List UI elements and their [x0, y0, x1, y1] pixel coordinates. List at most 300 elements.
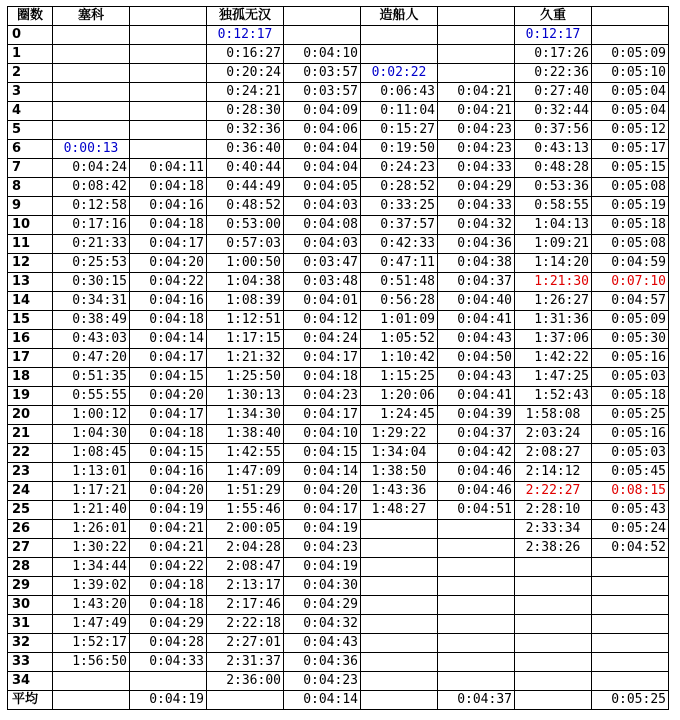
lap-split-cell: 0:05:04	[592, 102, 669, 121]
lap-split-cell: 0:04:46	[438, 482, 515, 501]
lap-split-cell	[438, 615, 515, 634]
lap-number: 8	[8, 178, 53, 197]
cumulative-time-cell: 0:53:36	[515, 178, 592, 197]
table-row	[8, 83, 669, 102]
lap-split-cell: 0:05:03	[592, 368, 669, 387]
cumulative-time-cell	[361, 558, 438, 577]
lap-split-cell: 0:04:23	[438, 140, 515, 159]
lap-split-cell: 0:04:16	[130, 292, 207, 311]
cumulative-time-cell	[53, 102, 130, 121]
lap-number: 4	[8, 102, 53, 121]
lap-split-cell: 0:04:19	[284, 558, 361, 577]
lap-split-cell: 0:04:42	[438, 444, 515, 463]
lap-split-cell	[438, 539, 515, 558]
cumulative-time-cell	[361, 653, 438, 672]
cumulative-time-cell: 1:31:36	[515, 311, 592, 330]
cumulative-time-cell	[515, 558, 592, 577]
cumulative-time-cell: 0:32:44	[515, 102, 592, 121]
cumulative-time-cell	[361, 596, 438, 615]
lap-split-cell: 0:04:41	[438, 387, 515, 406]
lap-split-cell: 0:04:01	[284, 292, 361, 311]
lap-number: 11	[8, 235, 53, 254]
table-row	[8, 216, 669, 235]
cumulative-time-cell: 1:34:30	[207, 406, 284, 425]
lap-split-cell: 0:04:17	[284, 349, 361, 368]
table-row	[8, 235, 669, 254]
lap-split-cell: 0:03:57	[284, 83, 361, 102]
lap-number: 21	[8, 425, 53, 444]
table-row	[8, 121, 669, 140]
lap-split-cell: 0:04:57	[592, 292, 669, 311]
cumulative-time-cell: 0:28:52	[361, 178, 438, 197]
lap-split-cell: 0:04:15	[284, 444, 361, 463]
cumulative-time-cell: 1:52:17	[53, 634, 130, 653]
lap-number: 30	[8, 596, 53, 615]
cumulative-time-cell	[515, 577, 592, 596]
cumulative-time-cell: 2:13:17	[207, 577, 284, 596]
lap-split-cell: 0:04:29	[284, 596, 361, 615]
lap-split-cell: 0:04:14	[130, 330, 207, 349]
lap-split-cell: 0:04:14	[284, 691, 361, 710]
cumulative-time-cell	[53, 83, 130, 102]
lap-split-cell: 0:04:23	[284, 672, 361, 691]
table-row	[8, 330, 669, 349]
header-row	[8, 7, 669, 26]
lap-number: 9	[8, 197, 53, 216]
cumulative-time-cell: 0:12:17	[515, 26, 592, 45]
cumulative-time-cell: 0:43:03	[53, 330, 130, 349]
header-jiuzhong-split	[592, 7, 669, 26]
cumulative-time-cell: 1:43:36	[361, 482, 438, 501]
lap-split-cell: 0:04:32	[284, 615, 361, 634]
lap-split-cell: 0:05:25	[592, 691, 669, 710]
lap-split-cell: 0:05:04	[592, 83, 669, 102]
lap-split-cell	[130, 26, 207, 45]
lap-split-cell: 0:04:04	[284, 159, 361, 178]
cumulative-time-cell	[515, 634, 592, 653]
cumulative-time-cell	[53, 672, 130, 691]
lap-split-cell: 0:04:10	[284, 425, 361, 444]
lap-split-cell: 0:04:52	[592, 539, 669, 558]
lap-number: 17	[8, 349, 53, 368]
lap-split-cell: 0:04:03	[284, 235, 361, 254]
lap-split-cell: 0:05:18	[592, 216, 669, 235]
lap-number: 12	[8, 254, 53, 273]
lap-split-cell	[592, 634, 669, 653]
lap-split-cell: 0:05:16	[592, 425, 669, 444]
cumulative-time-cell: 1:47:49	[53, 615, 130, 634]
lap-number: 1	[8, 45, 53, 64]
lap-split-cell: 0:04:46	[438, 463, 515, 482]
cumulative-time-cell: 1:43:20	[53, 596, 130, 615]
lap-split-cell: 0:05:43	[592, 501, 669, 520]
lap-split-cell: 0:04:37	[438, 425, 515, 444]
lap-split-cell: 0:05:17	[592, 140, 669, 159]
cumulative-time-cell: 2:31:37	[207, 653, 284, 672]
lap-split-cell: 0:04:30	[284, 577, 361, 596]
cumulative-time-cell: 0:04:24	[53, 159, 130, 178]
lap-split-cell: 0:04:11	[130, 159, 207, 178]
lap-split-cell: 0:04:16	[130, 197, 207, 216]
table-row	[8, 102, 669, 121]
lap-split-cell: 0:03:57	[284, 64, 361, 83]
lap-split-cell: 0:04:21	[438, 102, 515, 121]
table-row	[8, 368, 669, 387]
table-row	[8, 577, 669, 596]
header-zaochuanren: 造船人	[361, 7, 438, 26]
lap-split-cell	[130, 121, 207, 140]
cumulative-time-cell	[515, 615, 592, 634]
cumulative-time-cell: 0:42:33	[361, 235, 438, 254]
lap-number: 6	[8, 140, 53, 159]
lap-split-cell: 0:04:20	[130, 254, 207, 273]
lap-split-cell: 0:04:03	[284, 197, 361, 216]
lap-split-cell: 0:04:18	[130, 178, 207, 197]
cumulative-time-cell: 0:37:56	[515, 121, 592, 140]
lap-split-cell	[592, 596, 669, 615]
cumulative-time-cell: 1:30:22	[53, 539, 130, 558]
cumulative-time-cell: 1:24:45	[361, 406, 438, 425]
cumulative-time-cell: 0:22:36	[515, 64, 592, 83]
cumulative-time-cell: 1:38:50	[361, 463, 438, 482]
cumulative-time-cell: 1:34:04	[361, 444, 438, 463]
cumulative-time-cell: 0:38:49	[53, 311, 130, 330]
cumulative-time-cell: 0:53:00	[207, 216, 284, 235]
table-row	[8, 273, 669, 292]
lap-split-cell: 0:04:15	[130, 368, 207, 387]
cumulative-time-cell: 1:10:42	[361, 349, 438, 368]
lap-split-cell: 0:05:08	[592, 235, 669, 254]
lap-number: 26	[8, 520, 53, 539]
lap-split-cell: 0:04:17	[130, 349, 207, 368]
lap-split-cell: 0:04:20	[130, 387, 207, 406]
table-row	[8, 425, 669, 444]
cumulative-time-cell	[53, 45, 130, 64]
cumulative-time-cell: 0:17:16	[53, 216, 130, 235]
lap-split-cell: 0:05:45	[592, 463, 669, 482]
lap-split-cell	[438, 26, 515, 45]
table-row	[8, 615, 669, 634]
table-row	[8, 501, 669, 520]
cumulative-time-cell	[361, 615, 438, 634]
cumulative-time-cell: 1:47:25	[515, 368, 592, 387]
lap-split-cell	[438, 634, 515, 653]
lap-split-cell: 0:04:28	[130, 634, 207, 653]
cumulative-time-cell: 1:30:13	[207, 387, 284, 406]
table-row	[8, 406, 669, 425]
table-row	[8, 292, 669, 311]
lap-split-cell: 0:04:50	[438, 349, 515, 368]
lap-split-cell: 0:04:14	[284, 463, 361, 482]
cumulative-time-cell: 1:21:32	[207, 349, 284, 368]
lap-split-cell: 0:04:29	[438, 178, 515, 197]
lap-split-cell: 0:04:17	[284, 406, 361, 425]
lap-split-cell: 0:04:36	[438, 235, 515, 254]
cumulative-time-cell: 2:08:27	[515, 444, 592, 463]
lap-number: 33	[8, 653, 53, 672]
cumulative-time-cell: 0:32:36	[207, 121, 284, 140]
lap-split-cell: 0:04:08	[284, 216, 361, 235]
cumulative-time-cell: 0:12:17	[207, 26, 284, 45]
cumulative-time-cell: 2:27:01	[207, 634, 284, 653]
lap-split-cell: 0:04:37	[438, 691, 515, 710]
lap-split-cell	[438, 653, 515, 672]
lap-split-cell: 0:04:23	[284, 387, 361, 406]
cumulative-time-cell: 0:17:26	[515, 45, 592, 64]
lap-number: 3	[8, 83, 53, 102]
cumulative-time-cell: 0:48:28	[515, 159, 592, 178]
cumulative-time-cell: 1:04:38	[207, 273, 284, 292]
lap-split-cell: 0:04:20	[284, 482, 361, 501]
lap-number: 24	[8, 482, 53, 501]
table-row	[8, 311, 669, 330]
lap-number: 22	[8, 444, 53, 463]
cumulative-time-cell	[515, 672, 592, 691]
cumulative-time-cell	[53, 26, 130, 45]
lap-split-cell	[592, 26, 669, 45]
lap-number: 5	[8, 121, 53, 140]
lap-split-cell: 0:04:33	[438, 159, 515, 178]
cumulative-time-cell: 0:40:44	[207, 159, 284, 178]
lap-split-cell: 0:04:19	[130, 691, 207, 710]
cumulative-time-cell: 0:33:25	[361, 197, 438, 216]
cumulative-time-cell: 1:00:50	[207, 254, 284, 273]
cumulative-time-cell: 1:05:52	[361, 330, 438, 349]
lap-number: 27	[8, 539, 53, 558]
lap-number: 0	[8, 26, 53, 45]
lap-split-cell: 0:05:09	[592, 45, 669, 64]
cumulative-time-cell: 0:24:23	[361, 159, 438, 178]
lap-split-cell: 0:04:33	[130, 653, 207, 672]
cumulative-time-cell: 1:39:02	[53, 577, 130, 596]
cumulative-time-cell: 2:17:46	[207, 596, 284, 615]
lap-split-cell: 0:04:41	[438, 311, 515, 330]
lap-number: 31	[8, 615, 53, 634]
cumulative-time-cell: 1:34:44	[53, 558, 130, 577]
cumulative-time-cell	[53, 121, 130, 140]
cumulative-time-cell	[361, 577, 438, 596]
lap-split-cell	[438, 596, 515, 615]
cumulative-time-cell: 1:04:13	[515, 216, 592, 235]
table-row	[8, 45, 669, 64]
lap-split-cell	[284, 26, 361, 45]
lap-number: 20	[8, 406, 53, 425]
lap-split-cell: 0:04:43	[438, 330, 515, 349]
header-saike: 塞科	[53, 7, 130, 26]
cumulative-time-cell: 1:15:25	[361, 368, 438, 387]
cumulative-time-cell	[361, 672, 438, 691]
lap-split-cell	[130, 45, 207, 64]
lap-split-cell: 0:05:19	[592, 197, 669, 216]
lap-split-cell: 0:04:37	[438, 273, 515, 292]
cumulative-time-cell: 1:56:50	[53, 653, 130, 672]
lap-number: 23	[8, 463, 53, 482]
lap-times-table	[7, 6, 669, 710]
cumulative-time-cell: 0:58:55	[515, 197, 592, 216]
lap-number: 34	[8, 672, 53, 691]
lap-split-cell	[592, 577, 669, 596]
lap-split-cell: 0:04:23	[438, 121, 515, 140]
lap-split-cell: 0:04:18	[130, 596, 207, 615]
lap-split-cell: 0:04:36	[284, 653, 361, 672]
cumulative-time-cell: 1:58:08	[515, 406, 592, 425]
lap-number: 14	[8, 292, 53, 311]
lap-number: 16	[8, 330, 53, 349]
lap-split-cell	[438, 64, 515, 83]
cumulative-time-cell: 2:36:00	[207, 672, 284, 691]
cumulative-time-cell: 1:17:15	[207, 330, 284, 349]
lap-split-cell	[592, 615, 669, 634]
lap-split-cell: 0:04:21	[438, 83, 515, 102]
lap-number: 2	[8, 64, 53, 83]
cumulative-time-cell: 1:08:39	[207, 292, 284, 311]
lap-split-cell: 0:05:18	[592, 387, 669, 406]
lap-split-cell	[438, 558, 515, 577]
table-row	[8, 197, 669, 216]
lap-split-cell: 0:04:18	[130, 311, 207, 330]
lap-split-cell: 0:04:19	[284, 520, 361, 539]
cumulative-time-cell: 2:14:12	[515, 463, 592, 482]
lap-split-cell: 0:04:18	[130, 216, 207, 235]
cumulative-time-cell: 2:28:10	[515, 501, 592, 520]
cumulative-time-cell	[361, 520, 438, 539]
cumulative-time-cell: 1:55:46	[207, 501, 284, 520]
cumulative-time-cell: 1:29:22	[361, 425, 438, 444]
lap-split-cell: 0:04:43	[438, 368, 515, 387]
lap-split-cell: 0:04:12	[284, 311, 361, 330]
table-row	[8, 634, 669, 653]
lap-split-cell: 0:04:38	[438, 254, 515, 273]
lap-split-cell: 0:05:03	[592, 444, 669, 463]
lap-split-cell: 0:04:18	[130, 425, 207, 444]
cumulative-time-cell: 1:37:06	[515, 330, 592, 349]
cumulative-time-cell: 0:51:35	[53, 368, 130, 387]
lap-split-cell: 0:04:18	[284, 368, 361, 387]
cumulative-time-cell: 0:15:27	[361, 121, 438, 140]
cumulative-time-cell: 1:26:01	[53, 520, 130, 539]
cumulative-time-cell: 0:08:42	[53, 178, 130, 197]
lap-split-cell	[592, 672, 669, 691]
cumulative-time-cell: 1:20:06	[361, 387, 438, 406]
lap-split-cell: 0:04:20	[130, 482, 207, 501]
cumulative-time-cell: 1:00:12	[53, 406, 130, 425]
table-row	[8, 444, 669, 463]
lap-number: 19	[8, 387, 53, 406]
lap-split-cell: 0:04:32	[438, 216, 515, 235]
cumulative-time-cell: 2:38:26	[515, 539, 592, 558]
lap-split-cell	[130, 102, 207, 121]
cumulative-time-cell: 1:21:30	[515, 273, 592, 292]
lap-number: 13	[8, 273, 53, 292]
cumulative-time-cell: 1:42:55	[207, 444, 284, 463]
lap-number: 32	[8, 634, 53, 653]
lap-split-cell: 0:04:09	[284, 102, 361, 121]
lap-split-cell	[130, 672, 207, 691]
table-row	[8, 387, 669, 406]
lap-split-cell	[592, 558, 669, 577]
cumulative-time-cell: 0:30:15	[53, 273, 130, 292]
lap-split-cell: 0:04:21	[130, 520, 207, 539]
average-row	[8, 691, 669, 710]
table-row	[8, 653, 669, 672]
lap-split-cell: 0:03:48	[284, 273, 361, 292]
cumulative-time-cell: 0:12:58	[53, 197, 130, 216]
table-row	[8, 349, 669, 368]
lap-split-cell: 0:05:25	[592, 406, 669, 425]
lap-split-cell	[438, 672, 515, 691]
cumulative-time-cell	[361, 26, 438, 45]
cumulative-time-cell	[515, 653, 592, 672]
lap-split-cell	[130, 140, 207, 159]
lap-number: 28	[8, 558, 53, 577]
cumulative-time-cell: 0:37:57	[361, 216, 438, 235]
table-row	[8, 178, 669, 197]
cumulative-time-cell: 0:20:24	[207, 64, 284, 83]
table-row	[8, 254, 669, 273]
lap-split-cell: 0:04:21	[130, 539, 207, 558]
lap-split-cell: 0:04:24	[284, 330, 361, 349]
lap-split-cell: 0:04:29	[130, 615, 207, 634]
cumulative-time-cell	[515, 691, 592, 710]
cumulative-time-cell: 0:21:33	[53, 235, 130, 254]
table-row	[8, 539, 669, 558]
table-row	[8, 672, 669, 691]
cumulative-time-cell: 0:55:55	[53, 387, 130, 406]
lap-number: 29	[8, 577, 53, 596]
lap-split-cell	[438, 45, 515, 64]
cumulative-time-cell	[515, 596, 592, 615]
lap-split-cell: 0:05:12	[592, 121, 669, 140]
cumulative-time-cell: 0:02:22	[361, 64, 438, 83]
cumulative-time-cell	[361, 691, 438, 710]
cumulative-time-cell: 1:17:21	[53, 482, 130, 501]
table-row	[8, 558, 669, 577]
header-zaochuanren-split	[438, 7, 515, 26]
cumulative-time-cell: 0:00:13	[53, 140, 130, 159]
cumulative-time-cell: 1:38:40	[207, 425, 284, 444]
cumulative-time-cell: 1:08:45	[53, 444, 130, 463]
cumulative-time-cell: 0:06:43	[361, 83, 438, 102]
lap-split-cell: 0:04:59	[592, 254, 669, 273]
cumulative-time-cell: 1:01:09	[361, 311, 438, 330]
cumulative-time-cell: 1:26:27	[515, 292, 592, 311]
table-row	[8, 520, 669, 539]
lap-split-cell: 0:04:15	[130, 444, 207, 463]
average-label: 平均	[8, 691, 53, 710]
cumulative-time-cell: 0:34:31	[53, 292, 130, 311]
cumulative-time-cell: 2:04:28	[207, 539, 284, 558]
header-saike-split	[130, 7, 207, 26]
cumulative-time-cell: 0:56:28	[361, 292, 438, 311]
lap-split-cell: 0:04:40	[438, 292, 515, 311]
table-row	[8, 482, 669, 501]
lap-split-cell: 0:05:10	[592, 64, 669, 83]
lap-split-cell: 0:04:06	[284, 121, 361, 140]
cumulative-time-cell: 0:16:27	[207, 45, 284, 64]
cumulative-time-cell: 2:22:27	[515, 482, 592, 501]
header-lap: 圈数	[8, 7, 53, 26]
cumulative-time-cell: 1:12:51	[207, 311, 284, 330]
lap-split-cell: 0:04:33	[438, 197, 515, 216]
lap-split-cell: 0:05:08	[592, 178, 669, 197]
lap-split-cell: 0:04:22	[130, 273, 207, 292]
lap-split-cell: 0:04:51	[438, 501, 515, 520]
cumulative-time-cell: 1:09:21	[515, 235, 592, 254]
lap-split-cell: 0:03:47	[284, 254, 361, 273]
cumulative-time-cell: 0:24:21	[207, 83, 284, 102]
cumulative-time-cell: 0:51:48	[361, 273, 438, 292]
cumulative-time-cell: 2:08:47	[207, 558, 284, 577]
